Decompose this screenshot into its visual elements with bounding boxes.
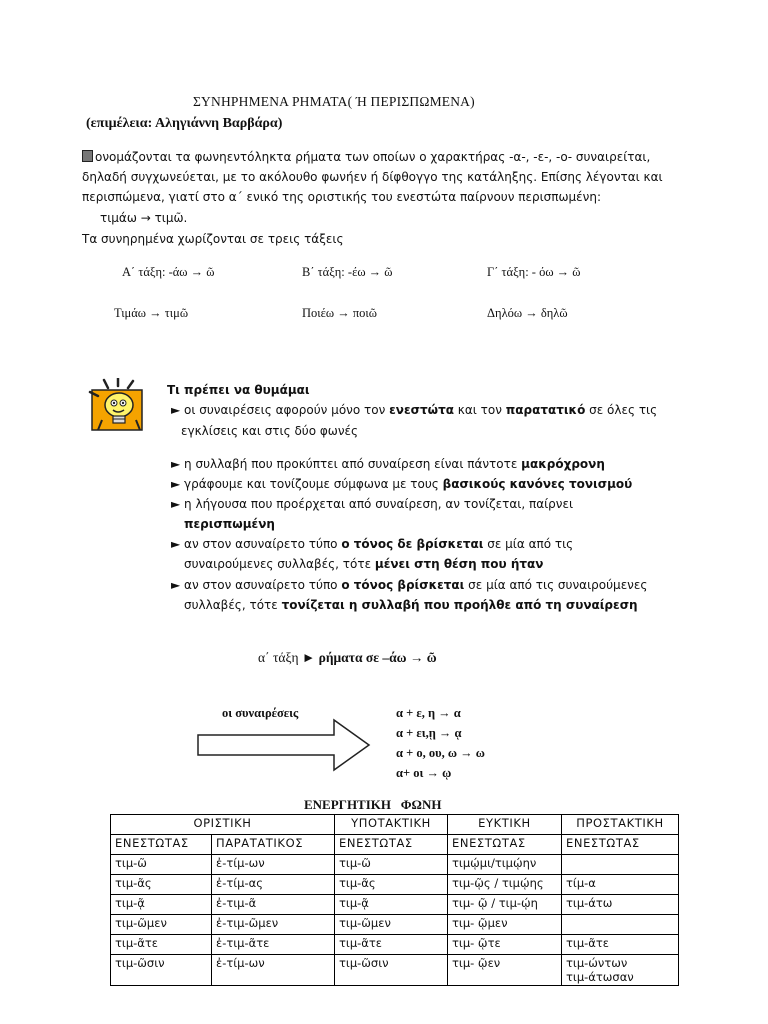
table-cell: τιμ-ᾶτε <box>562 935 679 955</box>
contraction-rule-1: α + ε, η → α <box>396 706 461 720</box>
remember-item-4: ► η λήγουσα που προέρχεται από συναίρεση, αν τονίζεται, παίρνει <box>171 497 574 511</box>
table-cell: τιμ-ῶ <box>111 855 212 875</box>
table-cell: τίμ-α <box>562 875 679 895</box>
contractions-label: οι συναιρέσεις <box>222 706 299 720</box>
table-cell: τιμ-ᾶτε <box>111 935 212 955</box>
tense-header: ΕΝΕΣΤΩΤΑΣ <box>111 835 212 855</box>
intro-line-1-text: ονομάζονται τα φωνηεντόληκτα ρήματα των οποίων ο χαρακτήρας -α-, -ε-, -ο- συναιρείται, <box>95 150 651 164</box>
item-1-bold-b: παρατατικό <box>505 403 586 417</box>
mood-header-row <box>111 815 679 835</box>
class-c-label: Γ΄ τάξη: - όω → ῶ <box>487 265 581 279</box>
mood-ypotaktiki: ΥΠΟΤΑΚΤΙΚΗ <box>335 815 448 835</box>
table-cell: τιμ- ῷ / τιμ-ῴη <box>448 895 562 915</box>
class-a-example: Τιμάω → τιμῶ <box>114 306 189 320</box>
table-cell: τιμ-ῷς / τιμῴης <box>448 875 562 895</box>
section-heading-bold: ρήματα σε –άω → ῶ <box>318 650 437 665</box>
table-cell: ἐ-τιμ-ᾶ <box>212 895 335 915</box>
table-row <box>111 875 679 895</box>
table-cell: τιμ-ῶσιν <box>335 955 448 986</box>
intro-line-2: δηλαδή συγχωνεύεται, με το ακόλουθο φωνήεν ή δίφθογγο της κατάληξης. Επίσης λέγονται και <box>82 170 663 184</box>
item-6-cont-bold: τονίζεται η συλλαβή που προήλθε από τη συναίρεση <box>281 598 638 612</box>
remember-item-3 <box>171 477 632 491</box>
table-row <box>111 855 679 875</box>
tense-header: ΠΑΡΑΤΑΤΙΚΟΣ <box>212 835 335 855</box>
class-b-example: Ποιέω → ποιῶ <box>302 306 378 320</box>
intro-classes-line: Τα συνηρημένα χωρίζονται σε τρεις τάξεις <box>82 232 344 246</box>
voice-heading: ΕΝΕΡΓΗΤΙΚΗ ΦΩΝΗ <box>304 797 442 812</box>
table-cell: τιμῴμι/τιμῴην <box>448 855 562 875</box>
intro-line-3: περισπώμενα, γιατί στο α΄ ενικό της οριστικής του ενεστώτα παίρνουν περισπωμένη: <box>82 190 602 204</box>
item-1-text: ► οι συναιρέσεις αφορούν μόνο τον <box>171 403 390 417</box>
table-cell: ἐ-τίμ-ων <box>212 855 335 875</box>
class-a-label: Α΄ τάξη: -άω → ῶ <box>122 265 215 279</box>
item-6-bold: ο τόνος βρίσκεται <box>341 578 465 592</box>
item-5-cont-bold: μένει στη θέση που ήταν <box>374 557 544 571</box>
table-cell: τιμ-ῶσιν <box>111 955 212 986</box>
tense-header: ΕΝΕΣΤΩΤΑΣ <box>448 835 562 855</box>
remember-heading: Τι πρέπει να θυμάμαι <box>167 383 310 397</box>
table-cell: τιμ-ῶμεν <box>335 915 448 935</box>
item-5-post: σε μία από τις <box>483 537 574 551</box>
item-1-mid: και τον <box>453 403 506 417</box>
table-row <box>111 955 679 986</box>
item-6-post: σε μία από τις συναιρούμενες <box>464 578 648 592</box>
table-row <box>111 895 679 915</box>
table-cell: τιμ-ῶ <box>335 855 448 875</box>
table-cell: τιμ-άτω <box>562 895 679 915</box>
remember-item-5 <box>171 537 573 551</box>
mood-oristiki: ΟΡΙΣΤΙΚΗ <box>111 815 335 835</box>
remember-item-5-cont <box>184 557 543 571</box>
document-author: (επιμέλεια: Αληγιάννη Βαρβάρα) <box>86 116 283 131</box>
contraction-rule-2: α + ει,ῃ → ᾳ <box>396 726 462 740</box>
remember-item-6-cont <box>184 598 638 612</box>
intro-example: τιμάω → τιμῶ. <box>100 211 188 225</box>
table-cell: τιμ- ῷμεν <box>448 915 562 935</box>
tense-header: ΕΝΕΣΤΩΤΑΣ <box>562 835 679 855</box>
document-title: ΣΥΝΗΡΗΜΕΝΑ ΡΗΜΑΤΑ( Ή ΠΕΡΙΣΠΩΜΕΝΑ) <box>193 94 475 109</box>
item-6-text: ► αν στον ασυναίρετο τύπο <box>171 578 342 592</box>
table-row <box>111 935 679 955</box>
mood-prostaktiki: ΠΡΟΣΤΑΚΤΙΚΗ <box>562 815 679 835</box>
table-row <box>111 915 679 935</box>
remember-item-2 <box>171 457 605 471</box>
table-cell: τιμ- ῷτε <box>448 935 562 955</box>
class-c-example: Δηλόω → δηλῶ <box>487 306 568 320</box>
table-cell: τιμ-ᾶτε <box>335 935 448 955</box>
remember-item-6 <box>171 578 647 592</box>
mood-efktiki: ΕΥΚΤΙΚΗ <box>448 815 562 835</box>
table-cell: τιμ-ᾷ <box>335 895 448 915</box>
table-cell: τιμ-ῶμεν <box>111 915 212 935</box>
arrow-right-icon <box>197 718 372 773</box>
table-cell: τιμ-ᾷ <box>111 895 212 915</box>
bullet-icon <box>82 150 93 162</box>
section-heading <box>258 650 437 666</box>
table-cell: ἐ-τιμ-ῶμεν <box>212 915 335 935</box>
tense-header: ΕΝΕΣΤΩΤΑΣ <box>335 835 448 855</box>
contraction-rule-3: α + ο, ου, ω → ω <box>396 746 485 760</box>
contraction-rule-4: α+ οι → ῳ <box>396 766 452 780</box>
tense-header-row <box>111 835 679 855</box>
table-cell <box>562 855 679 875</box>
item-1-post: σε όλες τις <box>585 403 658 417</box>
item-2-text: ► η συλλαβή που προκύπτει από συναίρεση είναι πάντοτε <box>171 457 522 471</box>
imperative-3pl-form-2: τιμ-άτωσαν <box>566 970 634 984</box>
table-cell: ἐ-τίμ-ας <box>212 875 335 895</box>
item-3-text: ► γράφουμε και τονίζουμε σύμφωνα με τους <box>171 477 443 491</box>
intro-line-1 <box>82 150 650 164</box>
table-cell <box>562 955 679 986</box>
item-2-bold: μακρόχρονη <box>521 457 605 471</box>
remember-item-1 <box>171 403 657 417</box>
section-heading-prefix: α΄ τάξη ► <box>258 650 319 665</box>
table-cell <box>562 915 679 935</box>
item-6-cont-text: συλλαβές, τότε <box>184 598 282 612</box>
table-cell: τιμ-ᾶς <box>335 875 448 895</box>
item-1-bold-a: ενεστώτα <box>389 403 454 417</box>
remember-item-1-cont: εγκλίσεις και στις δύο φωνές <box>181 424 359 438</box>
table-cell: τιμ- ῷεν <box>448 955 562 986</box>
item-3-bold: βασικούς κανόνες τονισμού <box>442 477 633 491</box>
item-5-bold: ο τόνος δε βρίσκεται <box>341 537 484 551</box>
table-cell: ἐ-τίμ-ων <box>212 955 335 986</box>
imperative-3pl-form-1: τιμ-ώντων <box>566 956 628 970</box>
table-cell: τιμ-ᾶς <box>111 875 212 895</box>
remember-item-4-cont: περισπωμένη <box>184 517 275 531</box>
conjugation-table <box>110 814 679 986</box>
item-5-text: ► αν στον ασυναίρετο τύπο <box>171 537 342 551</box>
lightbulb-face-icon <box>86 378 150 436</box>
class-b-label: Β΄ τάξη: -έω → ῶ <box>302 265 393 279</box>
item-5-cont-text: συναιρούμενες συλλαβές, τότε <box>184 557 375 571</box>
table-cell: ἐ-τιμ-ᾶτε <box>212 935 335 955</box>
